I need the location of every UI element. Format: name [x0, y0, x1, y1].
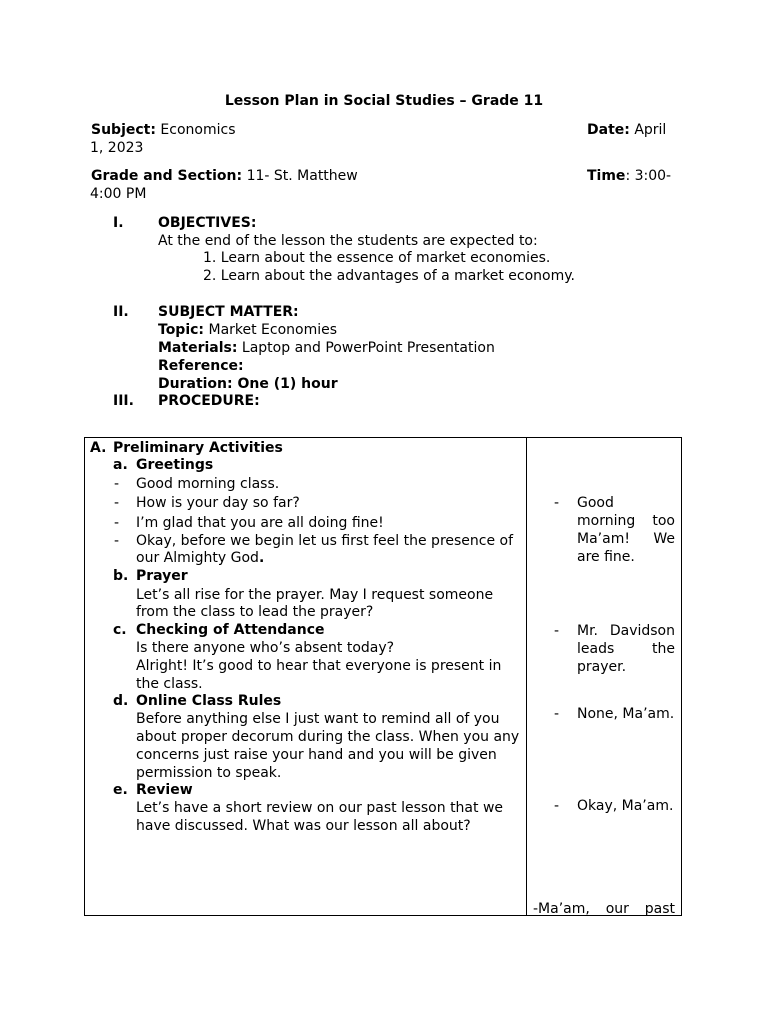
response-5-word: past [644, 901, 675, 917]
response-1-word: are fine. [577, 549, 635, 565]
time-label: Time [587, 168, 626, 184]
response-4: Okay, Ma’am. [577, 798, 674, 814]
bullet-dash: - [114, 533, 120, 549]
date-value: April [634, 122, 667, 138]
section-a-label: A. [90, 440, 107, 456]
topic-line [158, 321, 337, 339]
objective-item: 2. Learn about the advantages of a market economy. [203, 268, 575, 284]
prayer-heading: Prayer [136, 568, 188, 584]
prayer-line: Let’s all rise for the prayer. May I request someone [136, 587, 494, 603]
response-2-word: Mr. [577, 623, 598, 639]
duration-label: Duration: One (1) hour [158, 376, 338, 392]
review-line: Let’s have a short review on our past lesson that we [136, 800, 504, 816]
greeting-line-cont [136, 549, 264, 567]
response-1-word: too [652, 513, 675, 529]
procedure-heading: PROCEDURE: [158, 393, 260, 409]
greeting-line: I’m glad that you are all doing fine! [136, 515, 384, 531]
procedure-number: III. [113, 393, 134, 409]
objectives-heading: OBJECTIVES: [158, 215, 257, 231]
subject-label: Subject: [91, 122, 156, 138]
objective-item: 1. Learn about the essence of market economies. [203, 250, 551, 266]
rules-label: d. [113, 693, 129, 709]
column-divider [526, 438, 527, 915]
subject-matter-number: II. [113, 304, 129, 320]
response-5-word: -Ma’am, [533, 901, 590, 917]
rules-line: concerns just raise your hand and you will be given [136, 747, 497, 763]
response-dash: - [554, 495, 560, 511]
subject-matter-heading: SUBJECT MATTER: [158, 304, 299, 320]
greeting-period: . [258, 550, 265, 566]
section-a-heading: Preliminary Activities [113, 440, 283, 456]
response-2-word: Davidson [609, 623, 675, 639]
response-5 [533, 900, 675, 918]
greetings-label: a. [113, 457, 128, 473]
page-title: Lesson Plan in Social Studies – Grade 11 [224, 93, 544, 109]
bullet-dash: - [114, 476, 120, 492]
objectives-number: I. [113, 215, 124, 231]
response-1-word: Good [577, 495, 614, 511]
greetings-heading: Greetings [136, 457, 214, 473]
prayer-line: from the class to lead the prayer? [136, 604, 374, 620]
materials-value: Laptop and PowerPoint Presentation [241, 340, 495, 356]
prayer-label: b. [113, 568, 129, 584]
grade-line [91, 167, 358, 185]
objectives-intro: At the end of the lesson the students are expected to: [158, 233, 538, 249]
response-2-word: leads [577, 641, 615, 657]
date-value-cont: 1, 2023 [90, 140, 144, 156]
response-2 [577, 622, 675, 676]
response-5-word: our [605, 901, 629, 917]
greeting-line: How is your day so far? [136, 495, 300, 511]
subject-line [91, 121, 236, 139]
review-heading: Review [136, 782, 193, 798]
date-line [587, 121, 666, 139]
topic-value: Market Economies [208, 322, 338, 338]
materials-line [158, 339, 495, 357]
response-dash: - [554, 623, 560, 639]
topic-label: Topic: [158, 322, 205, 338]
time-value-cont: 4:00 PM [90, 186, 147, 202]
review-line: have discussed. What was our lesson all about? [136, 818, 471, 834]
attendance-heading: Checking of Attendance [136, 622, 325, 638]
response-1 [577, 494, 675, 566]
response-1-word: morning [577, 513, 636, 529]
response-3: None, Ma’am. [577, 706, 675, 722]
greeting-line: Good morning class. [136, 476, 280, 492]
grade-label: Grade and Section: [91, 168, 243, 184]
response-2-word: the [652, 641, 675, 657]
materials-label: Materials: [158, 340, 238, 356]
rules-heading: Online Class Rules [136, 693, 282, 709]
response-2-word: prayer. [577, 659, 627, 675]
subject-value: Economics [160, 122, 236, 138]
time-line [587, 167, 671, 185]
response-1-word: We [653, 531, 675, 547]
response-dash: - [554, 706, 560, 722]
bullet-dash: - [114, 515, 120, 531]
date-label: Date: [587, 122, 630, 138]
greeting-text: our Almighty God [136, 550, 259, 566]
reference-label: Reference: [158, 358, 244, 374]
response-1-word: Ma’am! [577, 531, 630, 547]
attendance-line: Alright! It’s good to hear that everyone is present in [136, 658, 502, 674]
greeting-line: Okay, before we begin let us first feel the presence of [136, 533, 514, 549]
rules-line: about proper decorum during the class. When you any [136, 729, 520, 745]
attendance-line: the class. [136, 676, 203, 692]
attendance-line: Is there anyone who’s absent today? [136, 640, 395, 656]
grade-value: 11- St. Matthew [246, 168, 358, 184]
bullet-dash: - [114, 495, 120, 511]
rules-line: Before anything else I just want to remind all of you [136, 711, 500, 727]
response-dash: - [554, 798, 560, 814]
review-label: e. [113, 782, 128, 798]
attendance-label: c. [113, 622, 127, 638]
rules-line: permission to speak. [136, 765, 282, 781]
time-value: : 3:00- [625, 168, 672, 184]
